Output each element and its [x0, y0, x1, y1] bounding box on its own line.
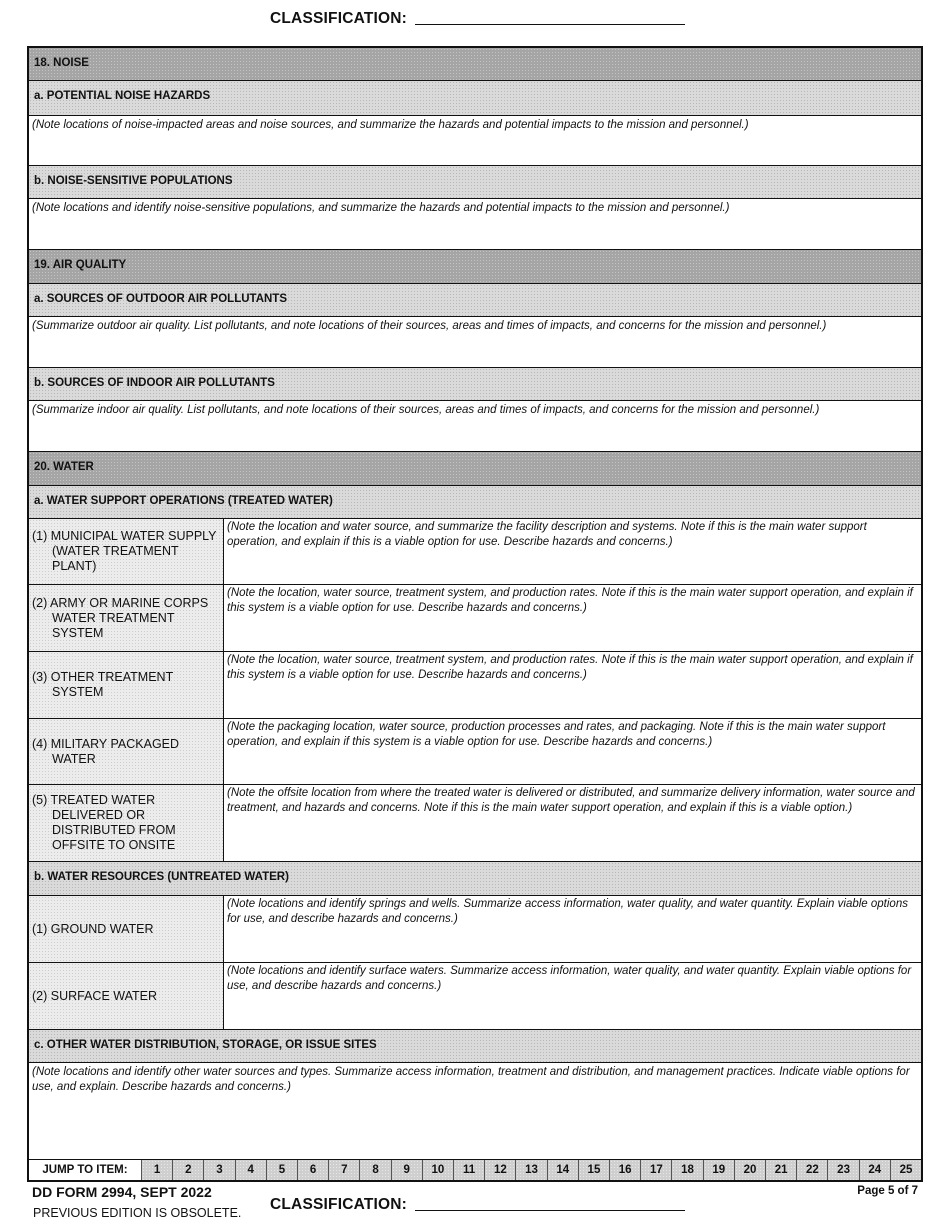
- jump-item-6[interactable]: 6: [297, 1160, 328, 1180]
- jump-item-21[interactable]: 21: [765, 1160, 796, 1180]
- water-support-row-field[interactable]: (Note the location, water source, treatment system, and production rates. Note if this is the main water support operation, and explain if this system is a viable option for use. Describe hazards and concerns.): [224, 585, 921, 651]
- jump-item-14[interactable]: 14: [547, 1160, 578, 1180]
- water-resource-row-field[interactable]: (Note locations and identify springs and wells. Summarize access information, water quality, and water quantity. Explain viable options for use, and describe hazards and concerns.): [224, 896, 921, 962]
- jump-item-5[interactable]: 5: [266, 1160, 297, 1180]
- section-20c-field[interactable]: (Note locations and identify other water sources and types. Summarize access information, treatment and distribution, and management practices. Indicate viable options for use, and explain. Describe hazards and concerns.): [29, 1063, 921, 1159]
- jump-item-19[interactable]: 19: [703, 1160, 734, 1180]
- section-18-header: 18. NOISE: [29, 48, 921, 81]
- water-support-row-4: [29, 719, 921, 785]
- section-19-header: 19. AIR QUALITY: [29, 250, 921, 284]
- page-number: Page 5 of 7: [857, 1185, 918, 1197]
- jump-item-11[interactable]: 11: [453, 1160, 484, 1180]
- section-19a-header: a. SOURCES OF OUTDOOR AIR POLLUTANTS: [29, 284, 921, 317]
- section-18b-header: b. NOISE-SENSITIVE POPULATIONS: [29, 166, 921, 199]
- section-18a-field[interactable]: (Note locations of noise-impacted areas and noise sources, and summarize the hazards and potential impacts to the mission and personnel.): [29, 116, 921, 166]
- water-resource-row-label: (1) GROUND WATER: [29, 896, 224, 962]
- form-page: [27, 46, 923, 1182]
- jump-to-item-bar: [29, 1159, 921, 1180]
- section-19a-field[interactable]: (Summarize outdoor air quality. List pollutants, and note locations of their sources, areas and times of impacts, and concerns for the mission and personnel.): [29, 317, 921, 368]
- water-support-row-label: (1) MUNICIPAL WATER SUPPLY (WATER TREATMENT PLANT): [29, 519, 224, 584]
- jump-item-7[interactable]: 7: [328, 1160, 359, 1180]
- section-19b-header: b. SOURCES OF INDOOR AIR POLLUTANTS: [29, 368, 921, 401]
- section-18b-field[interactable]: (Note locations and identify noise-sensitive populations, and summarize the hazards and potential impacts to the mission and personnel.): [29, 199, 921, 250]
- water-support-row-3: [29, 652, 921, 719]
- water-resource-row-label: (2) SURFACE WATER: [29, 963, 224, 1029]
- water-support-row-label: (2) ARMY OR MARINE CORPS WATER TREATMENT SYSTEM: [29, 585, 224, 651]
- water-resource-row-2: [29, 963, 921, 1030]
- water-support-row-2: [29, 585, 921, 652]
- section-20b-header: b. WATER RESOURCES (UNTREATED WATER): [29, 862, 921, 896]
- classification-line: [415, 1197, 685, 1211]
- classification-label: CLASSIFICATION:: [270, 10, 408, 27]
- section-19b-field[interactable]: (Summarize indoor air quality. List pollutants, and note locations of their sources, areas and times of impacts, and concerns for the mission and personnel.): [29, 401, 921, 452]
- jump-item-9[interactable]: 9: [391, 1160, 422, 1180]
- section-20-header: 20. WATER: [29, 452, 921, 486]
- jump-item-1[interactable]: 1: [141, 1160, 172, 1180]
- water-support-row-label: (3) OTHER TREATMENT SYSTEM: [29, 652, 224, 718]
- water-support-row-field[interactable]: (Note the offsite location from where the treated water is delivered or distributed, and summarize delivery information, water source and treatment, and hazards and concerns. Note if this is the main water support operation, and explain if this is a viable option.): [224, 785, 921, 861]
- jump-item-2[interactable]: 2: [172, 1160, 203, 1180]
- jump-item-23[interactable]: 23: [827, 1160, 858, 1180]
- section-20a-header: a. WATER SUPPORT OPERATIONS (TREATED WATER): [29, 486, 921, 519]
- section-18a-header: a. POTENTIAL NOISE HAZARDS: [29, 81, 921, 116]
- water-support-row-field[interactable]: (Note the location, water source, treatment system, and production rates. Note if this is the main water support operation, and explain if this system is a viable option for use. Describe hazards and concerns.): [224, 652, 921, 718]
- water-support-row-label: (4) MILITARY PACKAGED WATER: [29, 719, 224, 784]
- jump-item-15[interactable]: 15: [578, 1160, 609, 1180]
- water-resource-row-field[interactable]: (Note locations and identify surface waters. Summarize access information, water quality, and water quantity. Explain viable options for use, and describe hazards and concerns.): [224, 963, 921, 1029]
- jump-item-25[interactable]: 25: [890, 1160, 921, 1180]
- classification-header: [270, 10, 685, 28]
- water-support-row-1: [29, 519, 921, 585]
- jump-item-3[interactable]: 3: [203, 1160, 234, 1180]
- jump-item-17[interactable]: 17: [640, 1160, 671, 1180]
- water-support-row-5: [29, 785, 921, 862]
- jump-item-10[interactable]: 10: [422, 1160, 453, 1180]
- water-resource-row-1: [29, 896, 921, 963]
- section-20c-header: c. OTHER WATER DISTRIBUTION, STORAGE, OR ISSUE SITES: [29, 1030, 921, 1063]
- classification-line: [415, 11, 685, 25]
- jump-item-12[interactable]: 12: [484, 1160, 515, 1180]
- water-support-row-label: (5) TREATED WATER DELIVERED OR DISTRIBUTED FROM OFFSITE TO ONSITE: [29, 785, 224, 861]
- water-support-row-field[interactable]: (Note the location and water source, and summarize the facility description and systems. Note if this is the main water support operation, and explain if this is a viable option for use. Describe hazards and concerns.): [224, 519, 921, 584]
- jump-to-item-label: JUMP TO ITEM:: [42, 1164, 128, 1176]
- classification-footer: [270, 1196, 685, 1214]
- jump-item-24[interactable]: 24: [859, 1160, 890, 1180]
- jump-item-4[interactable]: 4: [235, 1160, 266, 1180]
- jump-item-13[interactable]: 13: [515, 1160, 546, 1180]
- classification-label: CLASSIFICATION:: [270, 1196, 408, 1213]
- form-id: DD FORM 2994, SEPT 2022: [32, 1184, 212, 1200]
- jump-item-8[interactable]: 8: [359, 1160, 390, 1180]
- jump-item-22[interactable]: 22: [796, 1160, 827, 1180]
- jump-item-16[interactable]: 16: [609, 1160, 640, 1180]
- obsolete-notice: PREVIOUS EDITION IS OBSOLETE.: [33, 1206, 242, 1220]
- water-support-row-field[interactable]: (Note the packaging location, water source, production processes and rates, and packaging. Note if this is the main water support operation, and explain if this system is a viable option for use. Describe hazards and concerns.): [224, 719, 921, 784]
- jump-item-20[interactable]: 20: [734, 1160, 765, 1180]
- jump-item-18[interactable]: 18: [671, 1160, 702, 1180]
